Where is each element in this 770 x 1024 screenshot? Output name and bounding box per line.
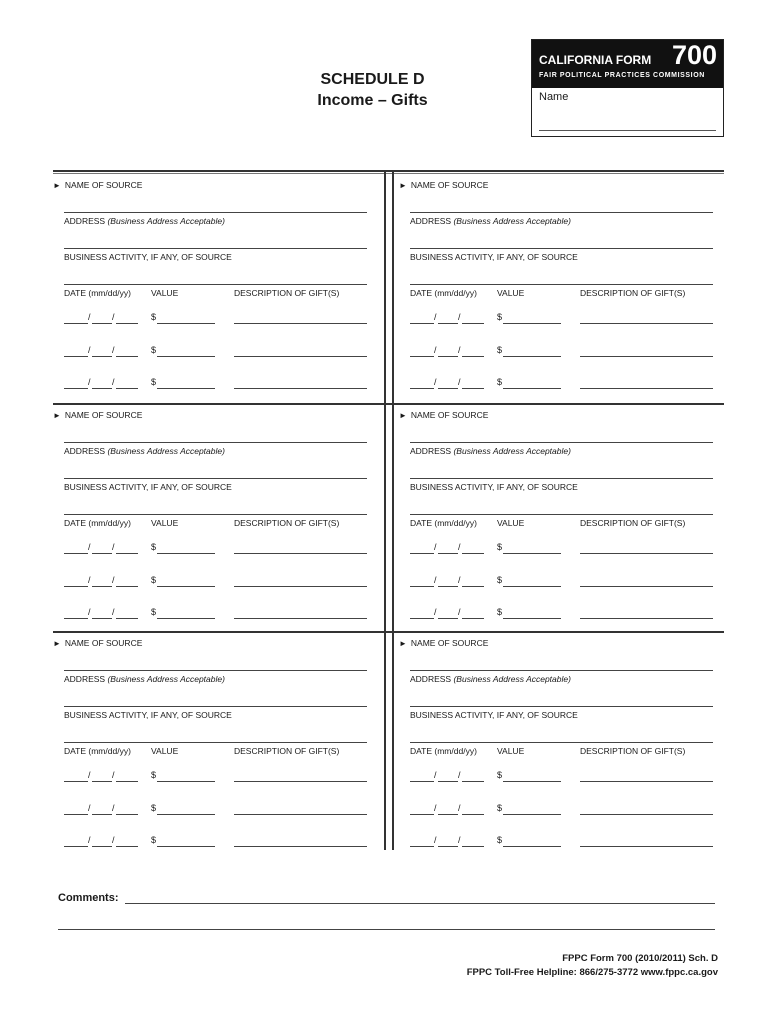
business-activity-label: BUSINESS ACTIVITY, IF ANY, OF SOURCE	[410, 252, 578, 262]
date-day-field[interactable]	[438, 553, 458, 554]
value-field[interactable]	[157, 781, 215, 782]
business-activity-label: BUSINESS ACTIVITY, IF ANY, OF SOURCE	[410, 710, 578, 720]
value-field[interactable]	[157, 388, 215, 389]
date-separator: /	[88, 542, 91, 552]
description-field[interactable]	[580, 781, 713, 782]
value-field[interactable]	[157, 586, 215, 587]
date-year-field[interactable]	[116, 323, 138, 324]
date-column-label: DATE (mm/dd/yy)	[64, 288, 131, 298]
date-month-field[interactable]	[410, 618, 434, 619]
business-activity-field[interactable]	[410, 284, 713, 285]
date-month-field[interactable]	[410, 781, 434, 782]
value-column-label: VALUE	[151, 288, 179, 298]
comments-field-continued[interactable]	[58, 929, 715, 930]
comments-field[interactable]	[125, 903, 715, 904]
name-of-source-label: ► NAME OF SOURCE	[53, 180, 143, 190]
date-year-field[interactable]	[116, 814, 138, 815]
date-day-field[interactable]	[92, 814, 112, 815]
date-separator: /	[88, 575, 91, 585]
dollar-sign: $	[497, 770, 503, 780]
gift-source-entry	[53, 405, 359, 627]
date-day-field[interactable]	[438, 814, 458, 815]
name-of-source-label: ► NAME OF SOURCE	[53, 638, 143, 648]
name-of-source-field[interactable]	[410, 670, 713, 671]
date-month-field[interactable]	[410, 586, 434, 587]
description-field[interactable]	[234, 586, 367, 587]
business-activity-field[interactable]	[410, 514, 713, 515]
value-field[interactable]	[503, 781, 561, 782]
footer	[467, 952, 718, 980]
value-field[interactable]	[157, 323, 215, 324]
date-separator: /	[112, 345, 115, 355]
description-field[interactable]	[234, 618, 367, 619]
date-separator: /	[88, 607, 91, 617]
description-field[interactable]	[234, 781, 367, 782]
description-column-label: DESCRIPTION OF GIFT(S)	[234, 288, 340, 298]
date-separator: /	[112, 607, 115, 617]
gift-source-entry	[53, 633, 359, 855]
value-field[interactable]	[157, 553, 215, 554]
address-field[interactable]	[410, 706, 713, 707]
gift-source-entry	[399, 405, 705, 627]
dollar-sign: $	[151, 607, 157, 617]
business-activity-field[interactable]	[64, 284, 367, 285]
arrow-icon: ►	[53, 411, 61, 420]
description-field[interactable]	[580, 586, 713, 587]
value-field[interactable]	[503, 618, 561, 619]
date-day-field[interactable]	[438, 586, 458, 587]
date-year-field[interactable]	[116, 781, 138, 782]
date-month-field[interactable]	[410, 846, 434, 847]
date-month-field[interactable]	[410, 814, 434, 815]
name-label: Name	[539, 91, 569, 103]
date-year-field[interactable]	[462, 814, 484, 815]
business-activity-label: BUSINESS ACTIVITY, IF ANY, OF SOURCE	[64, 482, 232, 492]
date-day-field[interactable]	[92, 388, 112, 389]
description-field[interactable]	[234, 388, 367, 389]
value-field[interactable]	[503, 388, 561, 389]
description-field[interactable]	[580, 356, 713, 357]
dollar-sign: $	[151, 575, 157, 585]
date-year-field[interactable]	[116, 356, 138, 357]
date-month-field[interactable]	[410, 388, 434, 389]
name-of-source-label: ► NAME OF SOURCE	[399, 410, 489, 420]
date-year-field[interactable]	[462, 388, 484, 389]
description-column-label: DESCRIPTION OF GIFT(S)	[580, 288, 686, 298]
date-separator: /	[458, 312, 461, 322]
date-separator: /	[434, 770, 437, 780]
name-of-source-field[interactable]	[410, 212, 713, 213]
gift-source-entry	[399, 175, 705, 397]
date-separator: /	[458, 607, 461, 617]
date-separator: /	[112, 803, 115, 813]
description-field[interactable]	[234, 553, 367, 554]
arrow-icon: ►	[399, 639, 407, 648]
date-year-field[interactable]	[462, 356, 484, 357]
dollar-sign: $	[497, 345, 503, 355]
date-day-field[interactable]	[92, 323, 112, 324]
description-field[interactable]	[580, 388, 713, 389]
value-field[interactable]	[503, 846, 561, 847]
date-month-field[interactable]	[64, 814, 88, 815]
date-separator: /	[458, 835, 461, 845]
date-day-field[interactable]	[438, 618, 458, 619]
date-separator: /	[88, 803, 91, 813]
dollar-sign: $	[497, 377, 503, 387]
date-day-field[interactable]	[92, 846, 112, 847]
date-year-field[interactable]	[462, 553, 484, 554]
date-year-field[interactable]	[462, 846, 484, 847]
value-column-label: VALUE	[497, 518, 525, 528]
name-of-source-field[interactable]	[64, 670, 367, 671]
address-field[interactable]	[64, 706, 367, 707]
date-month-field[interactable]	[64, 846, 88, 847]
business-activity-label: BUSINESS ACTIVITY, IF ANY, OF SOURCE	[64, 710, 232, 720]
date-separator: /	[434, 377, 437, 387]
description-field[interactable]	[580, 553, 713, 554]
date-separator: /	[434, 607, 437, 617]
date-separator: /	[458, 345, 461, 355]
name-of-source-field[interactable]	[64, 212, 367, 213]
value-field[interactable]	[157, 846, 215, 847]
date-month-field[interactable]	[64, 356, 88, 357]
value-field[interactable]	[157, 814, 215, 815]
dollar-sign: $	[151, 770, 157, 780]
schedule-subtitle: Income – Gifts	[317, 92, 428, 109]
dollar-sign: $	[497, 835, 503, 845]
schedule-title-block	[290, 70, 455, 112]
commission-label: FAIR POLITICAL PRACTICES COMMISSION	[539, 72, 705, 79]
dollar-sign: $	[497, 575, 503, 585]
address-field[interactable]	[64, 248, 367, 249]
date-day-field[interactable]	[438, 781, 458, 782]
description-column-label: DESCRIPTION OF GIFT(S)	[234, 746, 340, 756]
dollar-sign: $	[497, 312, 503, 322]
column-divider	[384, 170, 394, 850]
date-year-field[interactable]	[116, 846, 138, 847]
arrow-icon: ►	[399, 181, 407, 190]
value-field[interactable]	[503, 586, 561, 587]
address-field[interactable]	[410, 478, 713, 479]
schedule-title: SCHEDULE D	[320, 71, 425, 88]
date-separator: /	[458, 803, 461, 813]
date-separator: /	[88, 345, 91, 355]
date-day-field[interactable]	[92, 553, 112, 554]
gift-source-entry	[399, 633, 705, 855]
value-field[interactable]	[503, 323, 561, 324]
date-separator: /	[458, 575, 461, 585]
date-separator: /	[112, 312, 115, 322]
comments-label: Comments:	[58, 892, 119, 904]
date-year-field[interactable]	[116, 618, 138, 619]
date-day-field[interactable]	[438, 356, 458, 357]
date-separator: /	[434, 312, 437, 322]
value-field[interactable]	[503, 553, 561, 554]
description-column-label: DESCRIPTION OF GIFT(S)	[580, 518, 686, 528]
date-separator: /	[434, 835, 437, 845]
date-day-field[interactable]	[92, 356, 112, 357]
business-activity-field[interactable]	[410, 742, 713, 743]
description-field[interactable]	[580, 323, 713, 324]
date-column-label: DATE (mm/dd/yy)	[410, 518, 477, 528]
footer-helpline: FPPC Toll-Free Helpline: 866/275-3772 www.fppc.ca.gov	[466, 967, 718, 978]
date-month-field[interactable]	[64, 586, 88, 587]
date-separator: /	[458, 542, 461, 552]
description-field[interactable]	[234, 356, 367, 357]
date-day-field[interactable]	[92, 586, 112, 587]
value-column-label: VALUE	[497, 746, 525, 756]
dollar-sign: $	[151, 345, 157, 355]
date-month-field[interactable]	[410, 356, 434, 357]
date-day-field[interactable]	[438, 846, 458, 847]
address-label: ADDRESS (Business Address Acceptable)	[64, 674, 225, 684]
value-field[interactable]	[157, 356, 215, 357]
value-field[interactable]	[503, 814, 561, 815]
dollar-sign: $	[497, 542, 503, 552]
value-column-label: VALUE	[151, 518, 179, 528]
date-day-field[interactable]	[438, 323, 458, 324]
address-label: ADDRESS (Business Address Acceptable)	[64, 216, 225, 226]
business-activity-label: BUSINESS ACTIVITY, IF ANY, OF SOURCE	[64, 252, 232, 262]
value-column-label: VALUE	[497, 288, 525, 298]
value-field[interactable]	[503, 356, 561, 357]
name-field[interactable]	[539, 130, 716, 131]
description-field[interactable]	[234, 323, 367, 324]
date-column-label: DATE (mm/dd/yy)	[64, 518, 131, 528]
date-separator: /	[112, 377, 115, 387]
date-month-field[interactable]	[64, 553, 88, 554]
date-year-field[interactable]	[462, 781, 484, 782]
date-separator: /	[434, 542, 437, 552]
description-field[interactable]	[234, 814, 367, 815]
date-column-label: DATE (mm/dd/yy)	[410, 746, 477, 756]
date-month-field[interactable]	[410, 323, 434, 324]
address-label: ADDRESS (Business Address Acceptable)	[410, 446, 571, 456]
address-field[interactable]	[64, 478, 367, 479]
date-month-field[interactable]	[64, 323, 88, 324]
date-year-field[interactable]	[116, 586, 138, 587]
address-label: ADDRESS (Business Address Acceptable)	[64, 446, 225, 456]
value-column-label: VALUE	[151, 746, 179, 756]
date-separator: /	[112, 542, 115, 552]
arrow-icon: ►	[399, 411, 407, 420]
name-of-source-field[interactable]	[410, 442, 713, 443]
date-month-field[interactable]	[64, 781, 88, 782]
date-year-field[interactable]	[116, 388, 138, 389]
address-field[interactable]	[410, 248, 713, 249]
arrow-icon: ►	[53, 181, 61, 190]
date-year-field[interactable]	[462, 323, 484, 324]
description-column-label: DESCRIPTION OF GIFT(S)	[580, 746, 686, 756]
business-activity-field[interactable]	[64, 742, 367, 743]
form-label: CALIFORNIA FORM	[539, 53, 652, 67]
date-day-field[interactable]	[438, 388, 458, 389]
form-id-banner	[532, 40, 723, 88]
value-field[interactable]	[157, 618, 215, 619]
date-column-label: DATE (mm/dd/yy)	[64, 746, 131, 756]
dollar-sign: $	[497, 607, 503, 617]
date-month-field[interactable]	[410, 553, 434, 554]
address-label: ADDRESS (Business Address Acceptable)	[410, 216, 571, 226]
dollar-sign: $	[151, 542, 157, 552]
date-year-field[interactable]	[462, 618, 484, 619]
name-of-source-label: ► NAME OF SOURCE	[53, 410, 143, 420]
description-column-label: DESCRIPTION OF GIFT(S)	[234, 518, 340, 528]
date-year-field[interactable]	[116, 553, 138, 554]
gift-source-entry	[53, 175, 359, 397]
date-day-field[interactable]	[92, 781, 112, 782]
date-separator: /	[88, 377, 91, 387]
description-field[interactable]	[580, 846, 713, 847]
date-day-field[interactable]	[92, 618, 112, 619]
dollar-sign: $	[151, 377, 157, 387]
name-of-source-field[interactable]	[64, 442, 367, 443]
date-separator: /	[434, 803, 437, 813]
footer-form-id: FPPC Form 700 (2010/2011) Sch. D	[562, 953, 718, 964]
date-separator: /	[112, 835, 115, 845]
date-separator: /	[88, 835, 91, 845]
dollar-sign: $	[497, 803, 503, 813]
name-of-source-label: ► NAME OF SOURCE	[399, 638, 489, 648]
business-activity-label: BUSINESS ACTIVITY, IF ANY, OF SOURCE	[410, 482, 578, 492]
date-separator: /	[88, 312, 91, 322]
date-separator: /	[88, 770, 91, 780]
form-id-box	[531, 39, 724, 137]
date-separator: /	[458, 770, 461, 780]
dollar-sign: $	[151, 312, 157, 322]
business-activity-field[interactable]	[64, 514, 367, 515]
dollar-sign: $	[151, 835, 157, 845]
address-label: ADDRESS (Business Address Acceptable)	[410, 674, 571, 684]
form-number: 700	[671, 40, 717, 70]
name-of-source-label: ► NAME OF SOURCE	[399, 180, 489, 190]
date-separator: /	[434, 345, 437, 355]
date-separator: /	[112, 575, 115, 585]
description-field[interactable]	[580, 618, 713, 619]
dollar-sign: $	[151, 803, 157, 813]
date-separator: /	[458, 377, 461, 387]
date-column-label: DATE (mm/dd/yy)	[410, 288, 477, 298]
date-separator: /	[434, 575, 437, 585]
arrow-icon: ►	[53, 639, 61, 648]
date-year-field[interactable]	[462, 586, 484, 587]
date-month-field[interactable]	[64, 618, 88, 619]
date-separator: /	[112, 770, 115, 780]
description-field[interactable]	[234, 846, 367, 847]
date-month-field[interactable]	[64, 388, 88, 389]
description-field[interactable]	[580, 814, 713, 815]
